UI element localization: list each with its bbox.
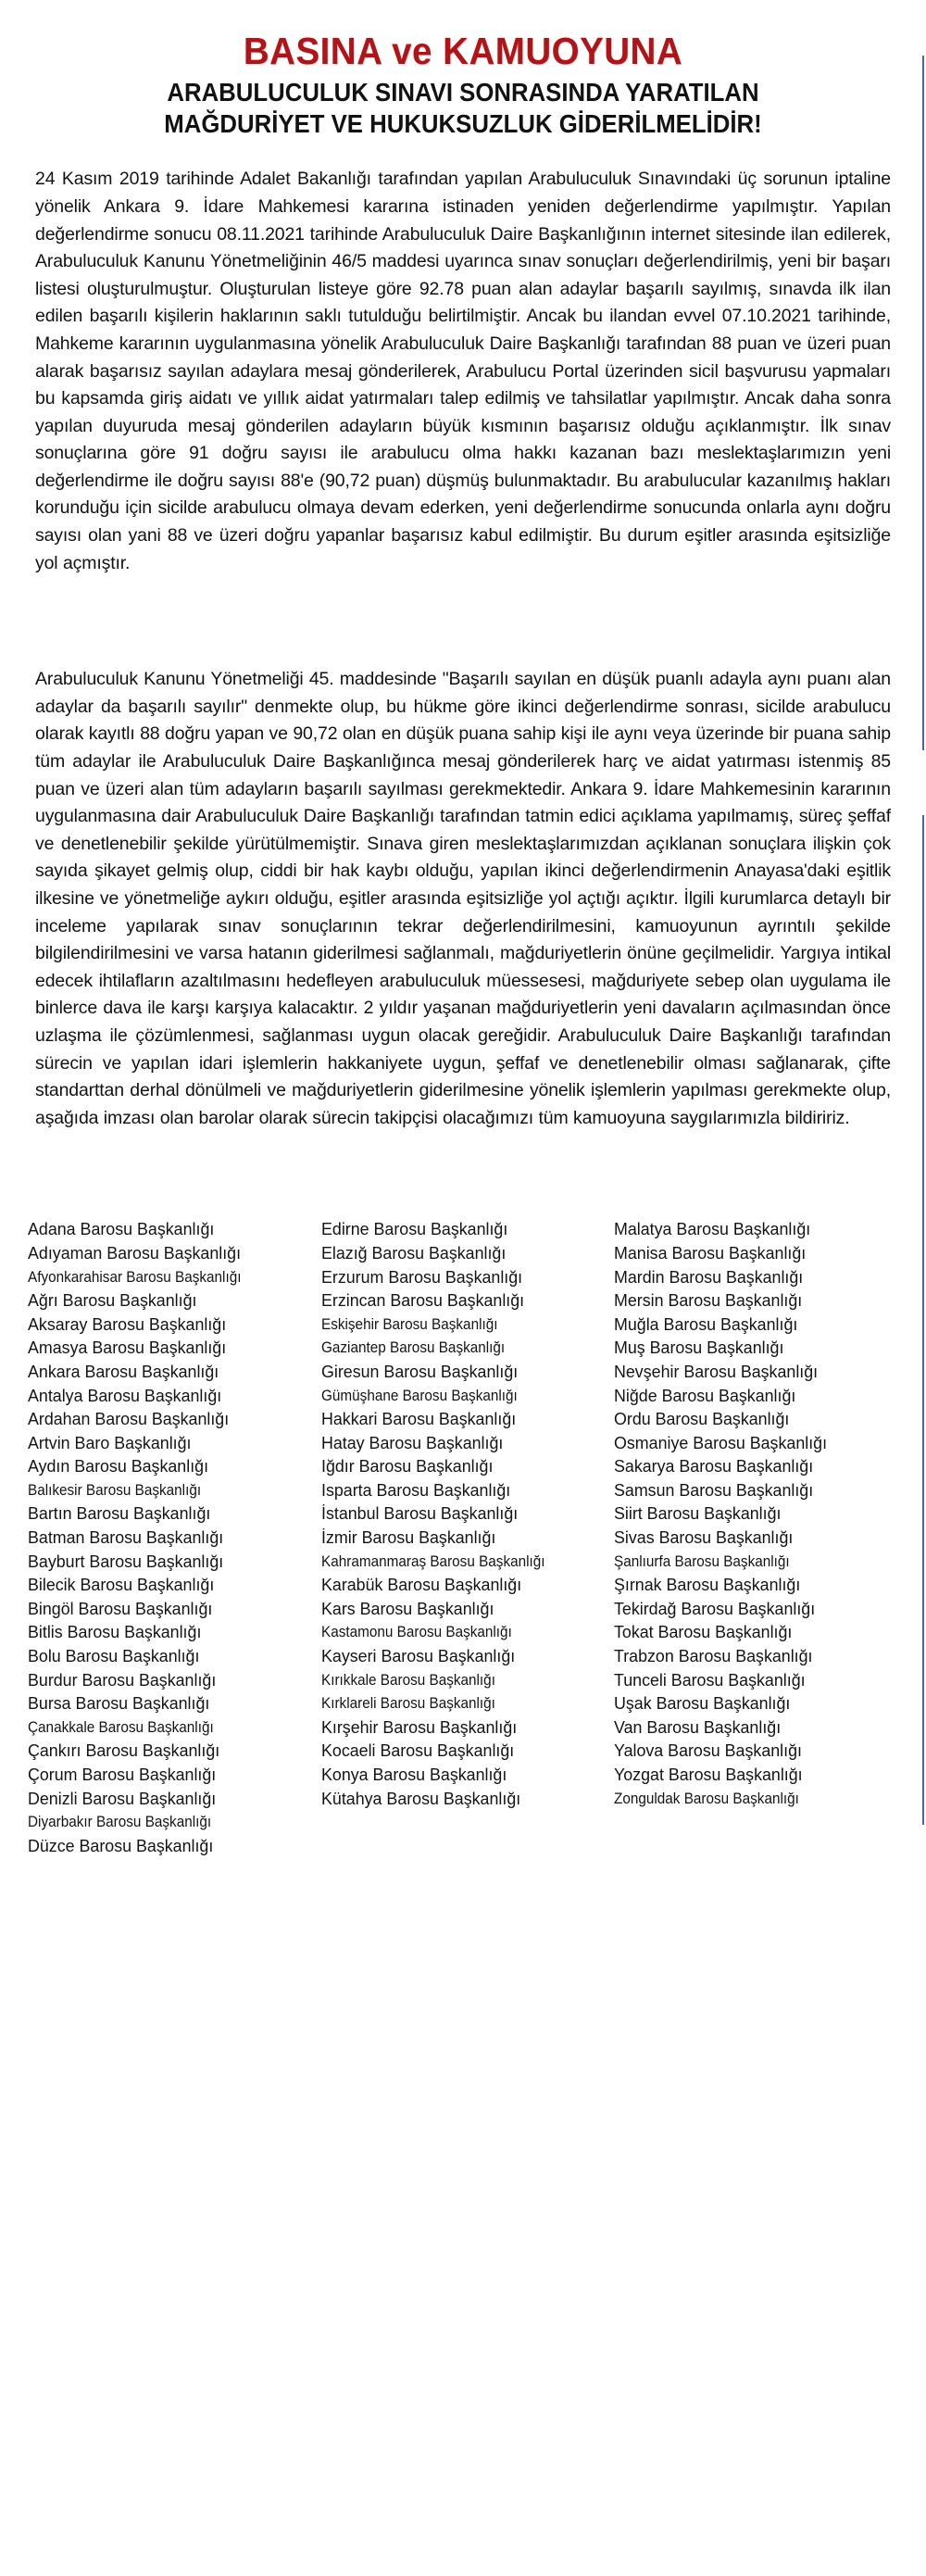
signatory-item: Tokat Barosu Başkanlığı bbox=[614, 1622, 793, 1642]
page-subtitle-line-1: ARABULUCULUK SINAVI SONRASINDA YARATILAN bbox=[167, 78, 759, 107]
signatory-item: Mardin Barosu Başkanlığı bbox=[614, 1266, 804, 1287]
signatory-item: Elazığ Barosu Başkanlığı bbox=[320, 1242, 506, 1263]
body-text-wrap bbox=[0, 166, 926, 1132]
signatory-item: Muğla Barosu Başkanlığı bbox=[614, 1313, 798, 1334]
signatory-item: Batman Barosu Başkanlığı bbox=[28, 1527, 224, 1548]
signatory-item: Bingöl Barosu Başkanlığı bbox=[28, 1598, 213, 1618]
signatory-item: Çankırı Barosu Başkanlığı bbox=[28, 1740, 220, 1761]
signatory-item: Konya Barosu Başkanlığı bbox=[320, 1765, 507, 1785]
signatory-item: Kırşehir Barosu Başkanlığı bbox=[320, 1716, 517, 1737]
signatory-item: Erzurum Barosu Başkanlığı bbox=[320, 1266, 522, 1287]
signatory-item: Kars Barosu Başkanlığı bbox=[320, 1598, 494, 1618]
signatory-item: Denizli Barosu Başkanlığı bbox=[28, 1788, 217, 1808]
signatory-item: Trabzon Barosu Başkanlığı bbox=[614, 1646, 813, 1666]
signatory-item: Antalya Barosu Başkanlığı bbox=[28, 1385, 222, 1405]
signatory-bar-list bbox=[0, 1217, 926, 1885]
signatory-item: Nevşehir Barosu Başkanlığı bbox=[614, 1361, 819, 1381]
page-subtitle bbox=[37, 77, 889, 140]
page-title: BASINA ve KAMUOYUNA bbox=[243, 30, 683, 72]
signatory-item: Kırklareli Barosu Başkanlığı bbox=[320, 1694, 495, 1713]
signatory-item: Sakarya Barosu Başkanlığı bbox=[614, 1456, 814, 1476]
signatory-item: Giresun Barosu Başkanlığı bbox=[320, 1361, 518, 1381]
signatory-item: Hatay Barosu Başkanlığı bbox=[320, 1432, 503, 1452]
headline-block bbox=[0, 0, 926, 140]
signatory-item: Isparta Barosu Başkanlığı bbox=[320, 1479, 510, 1500]
signatory-item: Eskişehir Barosu Başkanlığı bbox=[320, 1314, 498, 1333]
signatory-item: Gaziantep Barosu Başkanlığı bbox=[320, 1338, 505, 1357]
signatory-item: Tekirdağ Barosu Başkanlığı bbox=[614, 1598, 816, 1618]
page-edge-rule-bottom bbox=[922, 815, 924, 1825]
signatory-item: Bilecik Barosu Başkanlığı bbox=[28, 1575, 215, 1595]
signatory-column-2 bbox=[321, 1217, 609, 1857]
signatory-item: Karabük Barosu Başkanlığı bbox=[320, 1575, 521, 1595]
signatory-column-3 bbox=[614, 1217, 902, 1857]
statement-paragraph-2: Arabuluculuk Kanunu Yönetmeliği 45. maddesinde "Başarılı sayılan en düşük puanlı adayla aynı puanı alan adaylar da başarılı sayılır" denmekte olup, bu hükme göre ikinci değerlendirme sonrası, sicilde arabulucu olarak kayıtlı 88 doğru yapan ve 90,72 olan en düşük puana sahip kişi ile aynı veya üzerinde bir puana sahip tüm adaylar ile Arabuluculuk Daire Başkanlığınca mesaj gönderilerek harç ve aidat yatırması istenmiş 85 puan ve üzeri alan tüm adayların başarılı sayılması gerekmektedir. Ankara 9. İdare Mahkemesinin kararının uygulanmasına dair Arabuluculuk Daire Başkanlığı tarafından tatmin edici açıklama yapılmamış, süreç şeffaf ve denetlenebilir şekilde yürütülmemiştir. Sınava giren meslektaşlarımızdan açıklanan sonuçlara ilişkin çok sayıda şikayet gelmiş olup, ciddi bir hak kaybı olduğu, yapılan ikinci değerlendirmenin Anayasa'daki eşitlik ilkesine ve yönetmeliğe aykırı olduğu, eşitler arasında eşitsizliğe yol açtığı açıktır. İlgili kurumlarca detaylı bir inceleme yapılarak sınav sonuçlarının tekrar değerlendirilmesini, kamuoyunun ayrıntılı şekilde bilgilendirilmesini ve varsa hatanın giderilmesi sağlanmalı, mağduriyetlerin önüne geçilmelidir. Yargıya intikal edecek ihtilafların azaltılmasını hedefleyen arabuluculuk müessesesi, mağduriyete sebep olan uygulama ile binlerce dava ile karşı karşıya kalacaktır. 2 yıldır yaşanan mağduriyetlerin yeni davaların açılmasından önce uzlaşma ile çözümlenmesi, sağlanması uygun olacak gereğidir. Arabuluculuk Daire Başkanlığı tarafından sürecin ve yapılan idari işlemlerin hakkaniyete uygun, şeffaf ve denetlenebilir olması sağlanarak, çifte standarttan derhal dönülmeli ve mağduriyetlerin giderilmesine yönelik işlemlerin yapılması gerekmekte olup, aşağıda imzası olan barolar olarak sürecin takipçisi olacağımızı tüm kamuoyuna saygılarımızla bildiririz. bbox=[35, 669, 891, 1128]
signatory-item: Muş Barosu Başkanlığı bbox=[614, 1338, 784, 1358]
signatory-item: Aydın Barosu Başkanlığı bbox=[28, 1456, 209, 1476]
signatory-item: Sivas Barosu Başkanlığı bbox=[614, 1527, 794, 1548]
signatory-item: Samsun Barosu Başkanlığı bbox=[614, 1479, 814, 1500]
signatory-item: Manisa Barosu Başkanlığı bbox=[614, 1242, 807, 1263]
signatory-item: Amasya Barosu Başkanlığı bbox=[28, 1338, 227, 1358]
signatory-item: Aksaray Barosu Başkanlığı bbox=[28, 1313, 227, 1334]
signatory-item: Edirne Barosu Başkanlığı bbox=[320, 1219, 507, 1239]
signatory-item: Kayseri Barosu Başkanlığı bbox=[320, 1646, 515, 1666]
signatory-item: Hakkari Barosu Başkanlığı bbox=[320, 1409, 516, 1429]
signatory-item: Osmaniye Barosu Başkanlığı bbox=[614, 1432, 828, 1452]
signatory-item: Zonguldak Barosu Başkanlığı bbox=[614, 1789, 800, 1807]
statement-paragraph-1: 24 Kasım 2019 tarihinde Adalet Bakanlığı tarafından yapılan Arabuluculuk Sınavındaki üç sorunun iptaline yönelik Ankara 9. İdare Mahkemesi kararına istinaden yeniden değerlendirme yapılmıştır. Yapılan değerlendirme sonucu 08.11.2021 tarihinde Arabuluculuk Daire Başkanlığının internet sitesinde ilan edilerek, Arabuluculuk Kanunu Yönetmeliğinin 46/5 maddesi uyarınca sınav sonuçları değerlendirilmiş, yeni bir başarı listesi oluşturulmuştur. Oluşturulan listeye göre 92.78 puan alan adaylar başarılı sayılmış, sınavda ilk ilan edilen başarılı kişilerin haklarının saklı tutulduğu belirtilmiştir. Ancak bu ilandan evvel 07.10.2021 tarihinde, Mahkeme kararının uygulanmasına yönelik Arabuluculuk Daire Başkanlığı tarafından 88 puan ve üzeri puan alarak başarısız sayılan adaylara mesaj gönderilerek, Arabulucu Portal üzerinden sicil başvurusu yapmaları bu kapsamda giriş aidatı ve yıllık aidat yatırmaları talep edilmiş ve tahsilatlar yapılmıştır. Ancak daha sonra yapılan duyuruda mesaj gönderilen adayların büyük kısmının başarısız olduğu açıklanmıştır. İlk sınav sonuçlarına göre 91 doğru sayısı ile arabulucu olma hakkı kazanan bazı meslektaşlarımızın yeni değerlendirme ile doğru sayısı 88'e (90,72 puan) düşmüş bulunmaktadır. Bu arabulucular kazanılmış hakları korunduğu için sicilde arabulucu olmaya devam ederken, yeni değerlendirme sonucunda onlarla aynı doğru sayısı olan yani 88 ve üzeri doğru yapanlar başarısız kabul edilmiştir. Bu durum eşitler arasında eşitsizliğe yol açmıştır. bbox=[35, 169, 891, 573]
signatory-item: Bolu Barosu Başkanlığı bbox=[28, 1646, 200, 1666]
signatory-item: Bitlis Barosu Başkanlığı bbox=[28, 1622, 202, 1642]
page-edge-rule-top bbox=[922, 56, 924, 750]
signatory-item: Ankara Barosu Başkanlığı bbox=[28, 1361, 219, 1381]
signatory-item: Gümüşhane Barosu Başkanlığı bbox=[320, 1386, 518, 1404]
signatory-item: Iğdır Barosu Başkanlığı bbox=[320, 1456, 494, 1476]
signatory-item: Çorum Barosu Başkanlığı bbox=[28, 1765, 217, 1785]
signatory-item: Şırnak Barosu Başkanlığı bbox=[614, 1575, 801, 1595]
signatory-item: Niğde Barosu Başkanlığı bbox=[614, 1385, 796, 1405]
page-subtitle-line-2: MAĞDURİYET VE HUKUKSUZLUK GİDERİLMELİDİR! bbox=[164, 109, 762, 139]
signatory-item: Siirt Barosu Başkanlığı bbox=[614, 1503, 782, 1524]
signatory-item: Çanakkale Barosu Başkanlığı bbox=[28, 1717, 214, 1736]
signatory-item: Ağrı Barosu Başkanlığı bbox=[28, 1290, 197, 1311]
signatory-item: Düzce Barosu Başkanlığı bbox=[28, 1835, 214, 1855]
signatory-item: Bartın Barosu Başkanlığı bbox=[28, 1503, 211, 1524]
signatory-item: Artvin Baro Başkanlığı bbox=[28, 1432, 192, 1452]
signatory-item: Erzincan Barosu Başkanlığı bbox=[320, 1290, 524, 1311]
signatory-item: Yalova Barosu Başkanlığı bbox=[614, 1740, 803, 1761]
signatory-item: Şanlıurfa Barosu Başkanlığı bbox=[614, 1552, 790, 1570]
signatory-item: Uşak Barosu Başkanlığı bbox=[614, 1693, 791, 1714]
signatory-item: Mersin Barosu Başkanlığı bbox=[614, 1290, 803, 1311]
signatory-item: Van Barosu Başkanlığı bbox=[614, 1716, 782, 1737]
signatory-item: Bursa Barosu Başkanlığı bbox=[28, 1693, 210, 1714]
signatory-item: Adana Barosu Başkanlığı bbox=[28, 1219, 215, 1239]
signatory-item: Kırıkkale Barosu Başkanlığı bbox=[320, 1670, 495, 1689]
signatory-item: Ardahan Barosu Başkanlığı bbox=[28, 1409, 230, 1429]
signatory-item: Burdur Barosu Başkanlığı bbox=[28, 1669, 217, 1690]
signatory-item: Adıyaman Barosu Başkanlığı bbox=[28, 1242, 242, 1263]
signatory-item: Bayburt Barosu Başkanlığı bbox=[28, 1551, 224, 1571]
signatory-item: Kastamonu Barosu Başkanlığı bbox=[320, 1623, 512, 1641]
paragraph-spacer bbox=[35, 577, 891, 666]
signatory-item: Afyonkarahisar Barosu Başkanlığı bbox=[28, 1267, 242, 1286]
signatory-column-1 bbox=[28, 1217, 316, 1857]
signatory-item: Malatya Barosu Başkanlığı bbox=[614, 1219, 811, 1239]
signatory-item: İzmir Barosu Başkanlığı bbox=[320, 1527, 496, 1548]
signatory-item: Tunceli Barosu Başkanlığı bbox=[614, 1669, 806, 1690]
signatory-item: Kütahya Barosu Başkanlığı bbox=[320, 1788, 520, 1808]
signatory-item: Kahramanmaraş Barosu Başkanlığı bbox=[320, 1552, 545, 1570]
signatory-item: Diyarbakır Barosu Başkanlığı bbox=[28, 1813, 212, 1831]
signatory-item: Kocaeli Barosu Başkanlığı bbox=[320, 1740, 514, 1761]
signatory-item: İstanbul Barosu Başkanlığı bbox=[320, 1503, 518, 1524]
signatory-item: Balıkesir Barosu Başkanlığı bbox=[28, 1480, 202, 1499]
signatory-item: Ordu Barosu Başkanlığı bbox=[614, 1409, 790, 1429]
signatory-item: Yozgat Barosu Başkanlığı bbox=[614, 1765, 803, 1785]
